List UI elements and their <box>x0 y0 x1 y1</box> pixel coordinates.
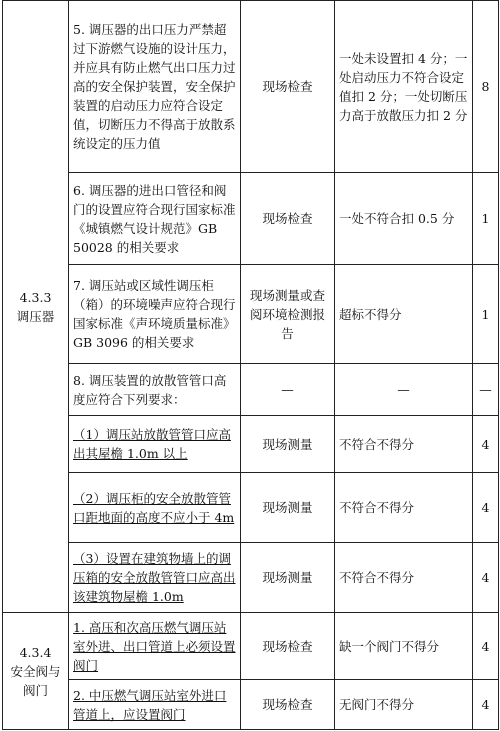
method-cell: 现场检查 <box>241 1 335 173</box>
requirement-cell: （2）调压柜的安全放散管管口距地面的高度不应小于 4m <box>69 473 241 543</box>
method-cell: 现场测量或查阅环境检测报告 <box>241 265 335 364</box>
section-4-3-3-cell <box>3 1 69 613</box>
requirement-cell: 2. 中压燃气调压站室外进口管道上，应设置阀门 <box>69 680 241 730</box>
section-number: 4.3.3 <box>19 289 52 305</box>
points-cell: 4 <box>473 613 499 680</box>
scoring-cell: 不符合不得分 <box>335 416 473 473</box>
section-4-3-4-cell <box>3 613 69 730</box>
scoring-cell: 缺一个阀门不得分 <box>335 613 473 680</box>
table-row <box>3 543 499 613</box>
points-cell: 4 <box>473 416 499 473</box>
scoring-cell: 超标不得分 <box>335 265 473 364</box>
scoring-cell: 一处未设置扣 4 分；一处启动压力不符合设定值扣 2 分；一处切断压力高于放散压力扣 2 分 <box>335 1 473 173</box>
table-row <box>3 265 499 364</box>
scoring-cell: 一处不符合扣 0.5 分 <box>335 173 473 265</box>
scoring-cell: 不符合不得分 <box>335 473 473 543</box>
table-row <box>3 173 499 265</box>
method-cell: — <box>241 364 335 416</box>
points-cell: — <box>473 364 499 416</box>
requirement-cell: 7. 调压站或区域性调压柜（箱）的环境噪声应符合现行国家标准《声环境质量标准》GB 3096 的相关要求 <box>69 265 241 364</box>
method-cell: 现场测量 <box>241 416 335 473</box>
table-row <box>3 1 499 173</box>
scoring-cell: 无阀门不得分 <box>335 680 473 730</box>
scoring-cell: 不符合不得分 <box>335 543 473 613</box>
requirement-cell: 8. 调压装置的放散管管口高度应符合下列要求： <box>69 364 241 416</box>
points-cell: 1 <box>473 265 499 364</box>
table-row <box>3 473 499 543</box>
requirement-cell: 1. 高压和次高压燃气调压站室外进、出口管道上必须设置阀门 <box>69 613 241 680</box>
section-name: 调压器 <box>16 308 55 324</box>
table-row <box>3 680 499 730</box>
table-row <box>3 613 499 680</box>
requirement-cell: 6. 调压器的进出口管径和阀门的设置应符合现行国家标准《城镇燃气设计规范》GB 50028 的相关要求 <box>69 173 241 265</box>
table-row <box>3 416 499 473</box>
requirement-cell: 5. 调压器的出口压力严禁超过下游燃气设施的设计压力，并应具有防止燃气出口压力过高的安全保护装置，安全保护装置的启动压力应符合设定值，切断压力不得高于放散系统设定的压力值 <box>69 1 241 173</box>
requirement-cell: （3）设置在建筑物墙上的调压箱的安全放散管管口应高出该建筑物屋檐 1.0m <box>69 543 241 613</box>
scoring-cell: — <box>335 364 473 416</box>
table-row <box>3 364 499 416</box>
method-cell: 现场检查 <box>241 680 335 730</box>
section-name: 安全阀与阀门 <box>10 663 61 698</box>
method-cell: 现场测量 <box>241 473 335 543</box>
method-cell: 现场测量 <box>241 543 335 613</box>
points-cell: 4 <box>473 473 499 543</box>
points-cell: 1 <box>473 173 499 265</box>
method-cell: 现场检查 <box>241 613 335 680</box>
standards-table <box>2 0 499 730</box>
requirement-cell: （1）调压站放散管管口应高出其屋檐 1.0m 以上 <box>69 416 241 473</box>
points-cell: 8 <box>473 1 499 173</box>
method-cell: 现场检查 <box>241 173 335 265</box>
points-cell: 4 <box>473 680 499 730</box>
section-number: 4.3.4 <box>19 644 52 660</box>
points-cell: 4 <box>473 543 499 613</box>
